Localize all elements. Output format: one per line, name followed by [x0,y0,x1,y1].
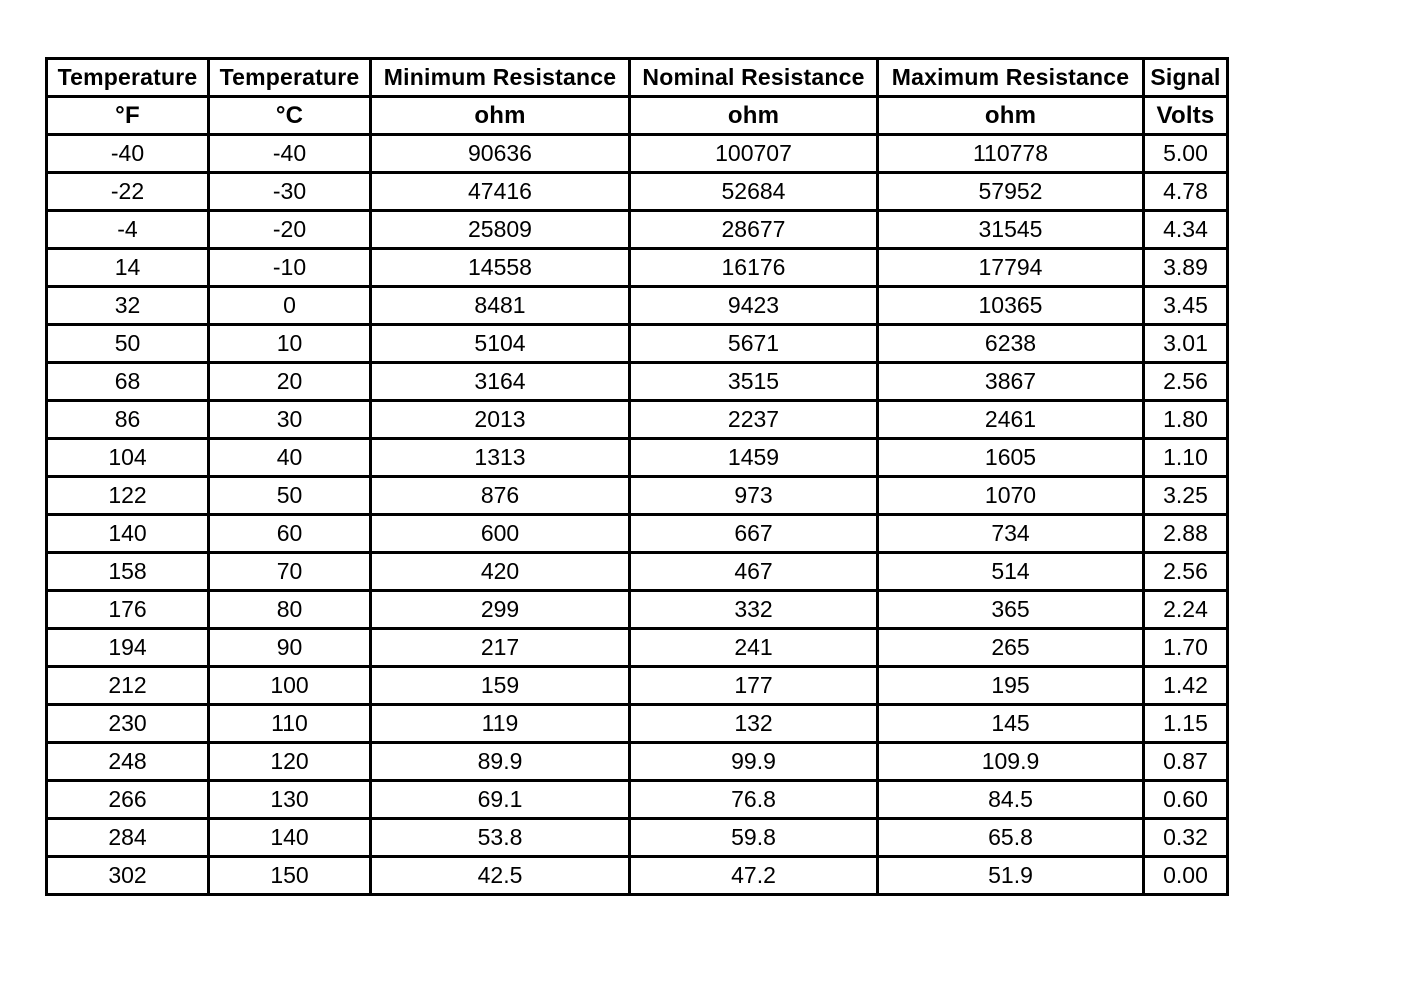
table-row [47,325,1228,363]
cell-min-resistance: 47416 [371,173,630,211]
cell-signal-volts: 1.42 [1144,667,1228,705]
cell-temp-f: 14 [47,249,209,287]
cell-max-resistance: 109.9 [878,743,1144,781]
cell-nominal-resistance: 76.8 [630,781,878,819]
cell-temp-f: 230 [47,705,209,743]
column-header-temperature-f: Temperature [47,59,209,97]
column-header-temperature-c: Temperature [209,59,371,97]
cell-max-resistance: 31545 [878,211,1144,249]
cell-nominal-resistance: 99.9 [630,743,878,781]
cell-temp-f: 122 [47,477,209,515]
cell-max-resistance: 145 [878,705,1144,743]
cell-temp-f: 212 [47,667,209,705]
cell-temp-f: 302 [47,857,209,895]
cell-temp-c: 100 [209,667,371,705]
cell-signal-volts: 1.10 [1144,439,1228,477]
column-header-maximum-resistance: Maximum Resistance [878,59,1144,97]
cell-nominal-resistance: 47.2 [630,857,878,895]
cell-temp-f: 194 [47,629,209,667]
table-units-row [47,97,1228,135]
cell-max-resistance: 514 [878,553,1144,591]
cell-temp-c: 70 [209,553,371,591]
cell-signal-volts: 3.89 [1144,249,1228,287]
cell-max-resistance: 1605 [878,439,1144,477]
cell-min-resistance: 89.9 [371,743,630,781]
cell-min-resistance: 42.5 [371,857,630,895]
table-row [47,439,1228,477]
table-row [47,135,1228,173]
cell-max-resistance: 1070 [878,477,1144,515]
cell-signal-volts: 4.78 [1144,173,1228,211]
cell-min-resistance: 8481 [371,287,630,325]
cell-max-resistance: 51.9 [878,857,1144,895]
unit-label-nom-ohm: ohm [630,97,878,135]
cell-max-resistance: 195 [878,667,1144,705]
cell-signal-volts: 1.80 [1144,401,1228,439]
cell-signal-volts: 3.01 [1144,325,1228,363]
cell-temp-f: 158 [47,553,209,591]
column-header-nominal-resistance: Nominal Resistance [630,59,878,97]
table-row [47,781,1228,819]
cell-temp-c: -40 [209,135,371,173]
cell-nominal-resistance: 3515 [630,363,878,401]
cell-temp-c: 50 [209,477,371,515]
cell-max-resistance: 2461 [878,401,1144,439]
column-header-minimum-resistance: Minimum Resistance [371,59,630,97]
cell-nominal-resistance: 9423 [630,287,878,325]
cell-temp-c: 150 [209,857,371,895]
table-row [47,819,1228,857]
cell-max-resistance: 84.5 [878,781,1144,819]
cell-min-resistance: 69.1 [371,781,630,819]
cell-temp-c: 40 [209,439,371,477]
cell-temp-f: 140 [47,515,209,553]
cell-temp-f: 284 [47,819,209,857]
cell-nominal-resistance: 1459 [630,439,878,477]
table-row [47,477,1228,515]
table-row [47,743,1228,781]
cell-temp-f: 266 [47,781,209,819]
cell-max-resistance: 17794 [878,249,1144,287]
cell-min-resistance: 90636 [371,135,630,173]
table-row [47,173,1228,211]
cell-nominal-resistance: 2237 [630,401,878,439]
cell-signal-volts: 3.25 [1144,477,1228,515]
table-header-row [47,59,1228,97]
cell-signal-volts: 0.87 [1144,743,1228,781]
cell-min-resistance: 420 [371,553,630,591]
cell-temp-f: -4 [47,211,209,249]
cell-temp-c: 60 [209,515,371,553]
cell-temp-c: -10 [209,249,371,287]
cell-signal-volts: 2.56 [1144,553,1228,591]
unit-label-c: °C [209,97,371,135]
cell-min-resistance: 299 [371,591,630,629]
cell-max-resistance: 110778 [878,135,1144,173]
cell-nominal-resistance: 5671 [630,325,878,363]
table-row [47,249,1228,287]
cell-min-resistance: 5104 [371,325,630,363]
cell-nominal-resistance: 59.8 [630,819,878,857]
cell-min-resistance: 3164 [371,363,630,401]
cell-nominal-resistance: 16176 [630,249,878,287]
cell-temp-c: 140 [209,819,371,857]
cell-signal-volts: 1.70 [1144,629,1228,667]
cell-nominal-resistance: 177 [630,667,878,705]
cell-signal-volts: 0.32 [1144,819,1228,857]
cell-temp-f: 32 [47,287,209,325]
cell-signal-volts: 0.60 [1144,781,1228,819]
table-row [47,629,1228,667]
cell-min-resistance: 217 [371,629,630,667]
table-row [47,515,1228,553]
cell-temp-c: 0 [209,287,371,325]
cell-signal-volts: 5.00 [1144,135,1228,173]
cell-temp-f: 68 [47,363,209,401]
cell-max-resistance: 734 [878,515,1144,553]
table-row [47,553,1228,591]
cell-min-resistance: 119 [371,705,630,743]
cell-temp-c: 20 [209,363,371,401]
cell-temp-c: -30 [209,173,371,211]
cell-max-resistance: 3867 [878,363,1144,401]
table-body [47,135,1228,895]
cell-max-resistance: 265 [878,629,1144,667]
cell-temp-f: -22 [47,173,209,211]
cell-max-resistance: 57952 [878,173,1144,211]
cell-temp-f: 176 [47,591,209,629]
cell-temp-c: 130 [209,781,371,819]
cell-max-resistance: 6238 [878,325,1144,363]
cell-temp-c: 120 [209,743,371,781]
cell-nominal-resistance: 100707 [630,135,878,173]
column-header-signal: Signal [1144,59,1228,97]
table-row [47,857,1228,895]
cell-min-resistance: 25809 [371,211,630,249]
cell-min-resistance: 159 [371,667,630,705]
cell-signal-volts: 2.88 [1144,515,1228,553]
cell-nominal-resistance: 28677 [630,211,878,249]
table-row [47,211,1228,249]
cell-signal-volts: 0.00 [1144,857,1228,895]
table-row [47,363,1228,401]
table-row [47,401,1228,439]
cell-min-resistance: 876 [371,477,630,515]
cell-nominal-resistance: 241 [630,629,878,667]
cell-nominal-resistance: 973 [630,477,878,515]
cell-max-resistance: 10365 [878,287,1144,325]
cell-signal-volts: 4.34 [1144,211,1228,249]
cell-nominal-resistance: 52684 [630,173,878,211]
cell-temp-f: -40 [47,135,209,173]
cell-temp-f: 104 [47,439,209,477]
cell-max-resistance: 365 [878,591,1144,629]
cell-signal-volts: 2.56 [1144,363,1228,401]
table-row [47,705,1228,743]
cell-signal-volts: 2.24 [1144,591,1228,629]
cell-min-resistance: 1313 [371,439,630,477]
cell-min-resistance: 14558 [371,249,630,287]
unit-label-min-ohm: ohm [371,97,630,135]
cell-temp-f: 86 [47,401,209,439]
unit-label-max-ohm: ohm [878,97,1144,135]
cell-signal-volts: 3.45 [1144,287,1228,325]
cell-temp-f: 50 [47,325,209,363]
cell-temp-c: 80 [209,591,371,629]
cell-signal-volts: 1.15 [1144,705,1228,743]
cell-temp-c: 110 [209,705,371,743]
cell-temp-c: 10 [209,325,371,363]
cell-nominal-resistance: 467 [630,553,878,591]
cell-temp-f: 248 [47,743,209,781]
cell-max-resistance: 65.8 [878,819,1144,857]
cell-temp-c: 30 [209,401,371,439]
cell-min-resistance: 53.8 [371,819,630,857]
table-row [47,591,1228,629]
cell-nominal-resistance: 132 [630,705,878,743]
cell-min-resistance: 600 [371,515,630,553]
cell-temp-c: -20 [209,211,371,249]
cell-nominal-resistance: 667 [630,515,878,553]
table-row [47,667,1228,705]
cell-min-resistance: 2013 [371,401,630,439]
table-row [47,287,1228,325]
cell-nominal-resistance: 332 [630,591,878,629]
unit-label-volts: Volts [1144,97,1228,135]
resistance-table [45,57,1229,896]
unit-label-f: °F [47,97,209,135]
cell-temp-c: 90 [209,629,371,667]
